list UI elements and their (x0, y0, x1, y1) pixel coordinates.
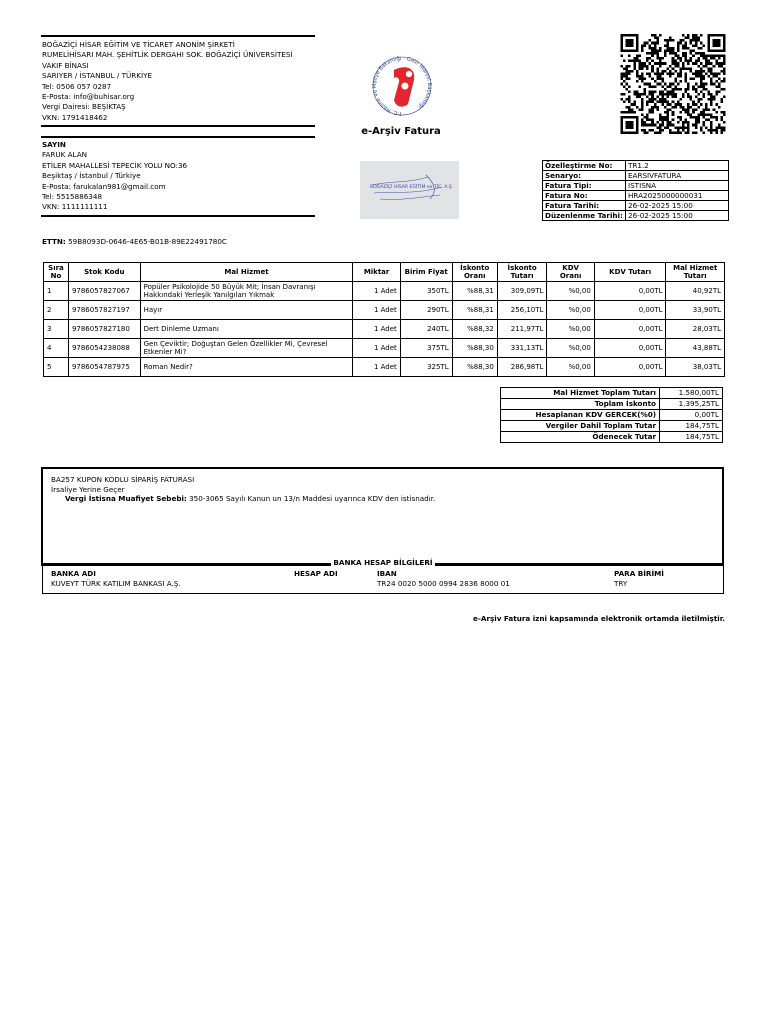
seller-email: E-Posta: info@buhisar.org (42, 92, 135, 102)
seller-top-rule (41, 35, 315, 37)
table-cell: Hayır (140, 301, 353, 320)
totals-value: 0,00TL (660, 410, 723, 421)
table-cell: Dert Dinleme Uzmanı (140, 320, 353, 339)
stamp-icon (360, 161, 459, 219)
info-key: Fatura No: (543, 191, 626, 201)
seller-phone: Tel: 0506 057 0287 (42, 81, 112, 91)
table-cell: %88,30 (452, 358, 497, 377)
buyer-block (42, 140, 187, 213)
totals-value: 1.580,00TL (660, 388, 723, 399)
info-row (543, 171, 729, 181)
table-cell: 0,00TL (594, 320, 666, 339)
seller-tax-office: Vergi Dairesi: BEŞİKTAŞ (42, 102, 126, 112)
table-cell: 325TL (400, 358, 452, 377)
info-value: EARSIVFATURA (626, 171, 729, 181)
buyer-top-rule (41, 136, 315, 138)
table-cell: 9786057827180 (68, 320, 140, 339)
table-cell: 1 Adet (353, 339, 400, 358)
table-cell: %88,32 (452, 320, 497, 339)
col-header: Birim Fiyat (400, 263, 452, 282)
table-cell: 240TL (400, 320, 452, 339)
totals-value: 1.395,25TL (660, 399, 723, 410)
table-cell: Gen Çeviktir; Doğuştan Gelen Özellikler Mi, Çevresel Etkenler Mi? (140, 339, 353, 358)
info-key: Özelleştirme No: (543, 161, 626, 171)
currency-header: PARA BİRİMİ (614, 569, 664, 578)
info-row (543, 161, 729, 171)
table-cell: 331,13TL (497, 339, 547, 358)
info-key: Senaryo: (543, 171, 626, 181)
totals-value: 184,75TL (660, 432, 723, 443)
bank-name-value: KUVEYT TÜRK KATILIM BANKASI A.Ş. (51, 579, 181, 588)
table-cell: %88,31 (452, 301, 497, 320)
seller-city: SARIYER / İSTANBUL / TÜRKİYE (42, 71, 153, 81)
table-cell: %0,00 (547, 282, 594, 301)
items-table (43, 262, 725, 377)
table-cell: 1 Adet (353, 358, 400, 377)
table-cell: 1 Adet (353, 301, 400, 320)
buyer-address: ETİLER MAHALLESİ TEPECİK YOLU NO:36 (42, 160, 188, 170)
bank-title-wrap (43, 558, 723, 568)
notes-line-2: İrsaliye Yerine Geçer (51, 485, 125, 494)
info-value: ISTISNA (626, 181, 729, 191)
buyer-email: E-Posta: farukalan981@gmail.com (42, 181, 166, 191)
ettn-label: ETTN: (42, 237, 66, 246)
totals-key: Ödenecek Tutar (501, 432, 660, 443)
table-cell: 1 Adet (353, 282, 400, 301)
totals-key: Vergiler Dahil Toplam Tutar (501, 421, 660, 432)
table-cell: 375TL (400, 339, 452, 358)
account-name-header: HESAP ADI (294, 569, 338, 578)
notes-box (41, 467, 724, 566)
bank-info-box (42, 558, 724, 594)
totals-row (501, 399, 723, 410)
totals-key: Mal Hizmet Toplam Tutarı (501, 388, 660, 399)
gib-logo-icon (366, 56, 438, 120)
bank-name-header: BANKA ADI (51, 569, 96, 578)
buyer-heading: SAYIN (42, 140, 66, 149)
table-cell: 0,00TL (594, 301, 666, 320)
table-cell: 9786057827067 (68, 282, 140, 301)
table-cell: %88,31 (452, 282, 497, 301)
table-row (44, 301, 725, 320)
table-cell: %0,00 (547, 301, 594, 320)
iban-value: TR24 0020 5000 0994 2836 8000 01 (377, 579, 510, 588)
table-row (44, 358, 725, 377)
table-cell: 40,92TL (666, 282, 725, 301)
seller-address-2: VAKIF BİNASI (42, 60, 89, 70)
info-row (543, 181, 729, 191)
info-row (543, 201, 729, 211)
buyer-phone: Tel: 5515886348 (42, 192, 103, 202)
table-row (44, 282, 725, 301)
table-cell: 43,88TL (666, 339, 725, 358)
info-value: 26-02-2025 15:00 (626, 201, 729, 211)
iban-header: IBAN (377, 569, 397, 578)
totals-row (501, 410, 723, 421)
col-header: KDV Tutarı (594, 263, 666, 282)
footer-note: e-Arşiv Fatura izni kapsamında elektronik ortamda iletilmiştir. (473, 614, 725, 623)
bank-title: BANKA HESAP BİLGİLERİ (333, 558, 433, 567)
table-cell: 350TL (400, 282, 452, 301)
info-row (543, 211, 729, 221)
notes-line-1: BA257 KUPON KODLU SİPARİŞ FATURASI (51, 475, 195, 484)
info-key: Fatura Tarihi: (543, 201, 626, 211)
seller-address-1: RUMELİHİSARI MAH. ŞEHİTLİK DERGAHI SOK. BOĞAZİÇİ ÜNİVERSİTESİ (42, 50, 293, 60)
seller-name: BOĞAZİÇİ HİSAR EĞİTİM VE TİCARET ANONİM ŞİRKETİ (42, 40, 235, 49)
table-cell: 0,00TL (594, 358, 666, 377)
table-row (44, 320, 725, 339)
col-header: İskonto Oranı (452, 263, 497, 282)
table-cell: 9786054238088 (68, 339, 140, 358)
company-stamp (360, 161, 459, 219)
col-header: Mal Hizmet Tutarı (666, 263, 725, 282)
col-header: Sıra No (44, 263, 69, 282)
ettn-value: 59B8093D-0646-4E65-B01B-89E22491780C (68, 237, 227, 246)
table-cell: %88,30 (452, 339, 497, 358)
stamp-text: BOĞAZİÇİ HİSAR EĞİTİM ve TİC. A.Ş. (370, 185, 454, 190)
table-cell: 9786057827197 (68, 301, 140, 320)
table-cell: Popüler Psikolojide 50 Büyük Mit; İnsan Davranışı Hakkındaki Yerleşik Yanılgıları Yıkmak (140, 282, 353, 301)
table-cell: 2 (44, 301, 69, 320)
col-header: KDV Oranı (547, 263, 594, 282)
gib-logo-ring-text: T.C. Hazine ve Maliye Bakanlığı · Gelir İdaresi Başkanlığı (372, 56, 433, 117)
col-header: Miktar (353, 263, 400, 282)
table-row (44, 339, 725, 358)
ettn (42, 237, 227, 247)
exemption-text: 350-3065 Sayılı Kanun un 13/n Maddesi uyarınca KDV den istisnadır. (186, 494, 436, 503)
buyer-name: FARUK ALAN (42, 150, 88, 160)
totals-table (500, 387, 723, 443)
table-cell: 33,90TL (666, 301, 725, 320)
col-header: Mal Hizmet (140, 263, 353, 282)
totals-row (501, 432, 723, 443)
exemption-label: Vergi İstisna Muafiyet Sebebi: (65, 494, 187, 503)
table-cell: 309,09TL (497, 282, 547, 301)
totals-row (501, 421, 723, 432)
table-cell: %0,00 (547, 339, 594, 358)
info-value: HRA2025000000031 (626, 191, 729, 201)
totals-key: Toplam İskonto (501, 399, 660, 410)
table-cell: 256,10TL (497, 301, 547, 320)
table-cell: 1 Adet (353, 320, 400, 339)
buyer-city: Beşiktaş / İstanbul / Türkiye (42, 171, 141, 181)
totals-key: Hesaplanan KDV GERCEK(%0) (501, 410, 660, 421)
table-cell: 1 (44, 282, 69, 301)
info-value: TR1.2 (626, 161, 729, 171)
buyer-vkn: VKN: 1111111111 (42, 202, 108, 212)
items-header-row (44, 263, 725, 282)
info-value: 26-02-2025 15:00 (626, 211, 729, 221)
info-key: Düzenlenme Tarihi: (543, 211, 626, 221)
seller-block (42, 40, 293, 123)
table-cell: %0,00 (547, 358, 594, 377)
table-cell: 286,98TL (497, 358, 547, 377)
table-cell: 28,03TL (666, 320, 725, 339)
table-cell: 290TL (400, 301, 452, 320)
currency-value: TRY (614, 579, 628, 588)
totals-row (501, 388, 723, 399)
seller-bottom-rule (41, 125, 315, 127)
info-key: Fatura Tipi: (543, 181, 626, 191)
table-cell: 211,97TL (497, 320, 547, 339)
table-cell: 0,00TL (594, 282, 666, 301)
table-cell: 9786054787975 (68, 358, 140, 377)
buyer-bottom-rule (41, 215, 315, 217)
table-cell: 38,03TL (666, 358, 725, 377)
info-row (543, 191, 729, 201)
col-header: Stok Kodu (68, 263, 140, 282)
seller-vkn: VKN: 1791418462 (42, 112, 108, 122)
table-cell: 4 (44, 339, 69, 358)
totals-value: 184,75TL (660, 421, 723, 432)
col-header: İskonto Tutarı (497, 263, 547, 282)
exemption-note (65, 494, 435, 504)
table-cell: 0,00TL (594, 339, 666, 358)
table-cell: 3 (44, 320, 69, 339)
table-cell: 5 (44, 358, 69, 377)
qr-code-icon (620, 34, 726, 134)
table-cell: Roman Nedir? (140, 358, 353, 377)
invoice-info-table (542, 160, 729, 221)
document-title: e-Arşiv Fatura (361, 126, 441, 137)
table-cell: %0,00 (547, 320, 594, 339)
